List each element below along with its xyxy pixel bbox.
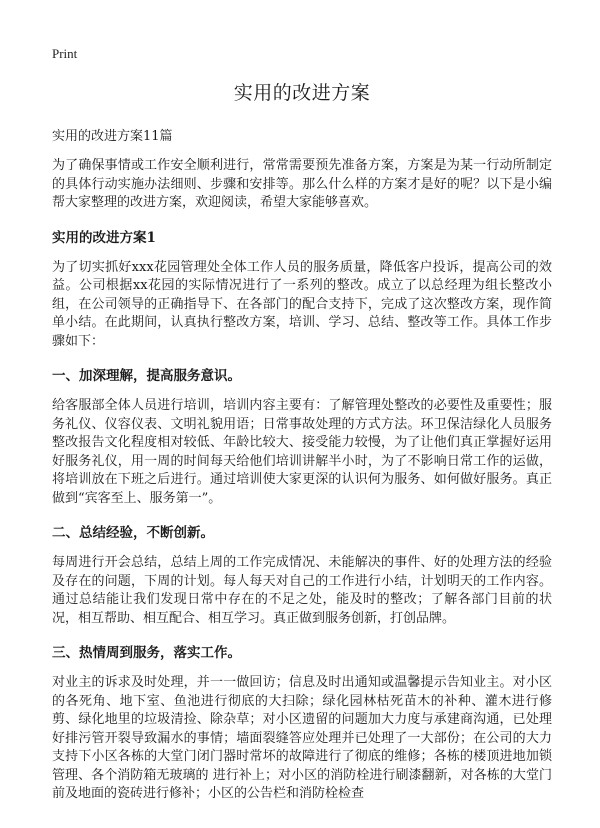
subheading-3: 三、热情周到服务，落实工作。	[52, 645, 241, 661]
document-body	[52, 78, 552, 817]
section-1-paragraph: 为了切实抓好xxx花园管理处全体工作人员的服务质量，降低客户投诉，提高公司的效益。公司根据xx花园的实际情况进行了一系列的整改。成立了以总经理为组长整改小组，在公司领导的正确指导下、在各部门的配合支持下，完成了这次整改方案，现作简单小结。在此期间，认真执行整改方案，培训、学习、总结、整改等工作。具体工作步骤如下：	[52, 259, 552, 349]
subheading-2: 二、总结经验，不断创新。	[52, 525, 214, 541]
paragraph-1: 给客服部全体人员进行培训，培训内容主要有：了解管理处整改的必要性及重要性；服务礼仪、仪容仪表、文明礼貌用语；日常事故处理的方式方法。环卫保洁绿化人员服务整改报告文化程度相对较低、年龄比较大、接受能力较慢，为了让他们真正掌握好运用好服务礼仪，用一周的时间每天给他们培训讲解半小时，为了不影响日常工作的运做，将培训放在下班之后进行。通过培训使大家更深的认识何为服务、如何做好服务。真正做到“宾客至上、服务第一”。	[52, 398, 552, 506]
page-title: 实用的改进方案	[233, 82, 371, 104]
section-heading-1: 实用的改进方案1	[52, 229, 156, 246]
intro-paragraph: 为了确保事情或工作安全顺利进行，常常需要预先准备方案，方案是为某一行动所制定的具体行动实施办法细则、步骤和安排等。那么什么样的方案才是好的呢？以下是小编帮大家整理的改进方案，欢迎阅读，希望大家能够喜欢。	[52, 158, 552, 210]
print-link[interactable]: Print	[52, 46, 78, 61]
paragraph-2: 每周进行开会总结，总结上周的工作完成情况、未能解决的事件、好的处理方法的经验及存在的问题，下周的计划。每人每天对自己的工作进行小结，计划明天的工作内容。通过总结能让我们发现日常中存在的不足之处，能及时的整改；了解各部门目前的状况，相互帮助、相互配合、相互学习。真正做到服务创新，打创品牌。	[52, 555, 552, 626]
document-subtitle: 实用的改进方案11篇	[52, 129, 173, 144]
paragraph-3: 对业主的诉求及时处理，并一一做回访；信息及时出通知或温馨提示告知业主。对小区的各死角、地下室、鱼池进行彻底的大扫除；绿化园林枯死苗木的补种、灌木进行修剪、绿化地里的垃圾清捡、除杂草；对小区遗留的问题加大力度与承建商沟通，已处理好排污管开裂导致漏水的事情；墙面裂缝答应处理并已处理了一大部份；在公司的大力支持下小区各栋的大堂门闭门器时常坏的故障进行了彻底的维修；各栋的楼顶进地加锁管理、各个消防箱无玻璃的 进行补上；对小区的消防栓进行刷漆翻新，对各栋的大堂门前及地面的瓷砖进行修补；小区的公告栏和消防栓检查	[52, 675, 552, 801]
subheading-1: 一、加深理解，提高服务意识。	[52, 368, 241, 384]
